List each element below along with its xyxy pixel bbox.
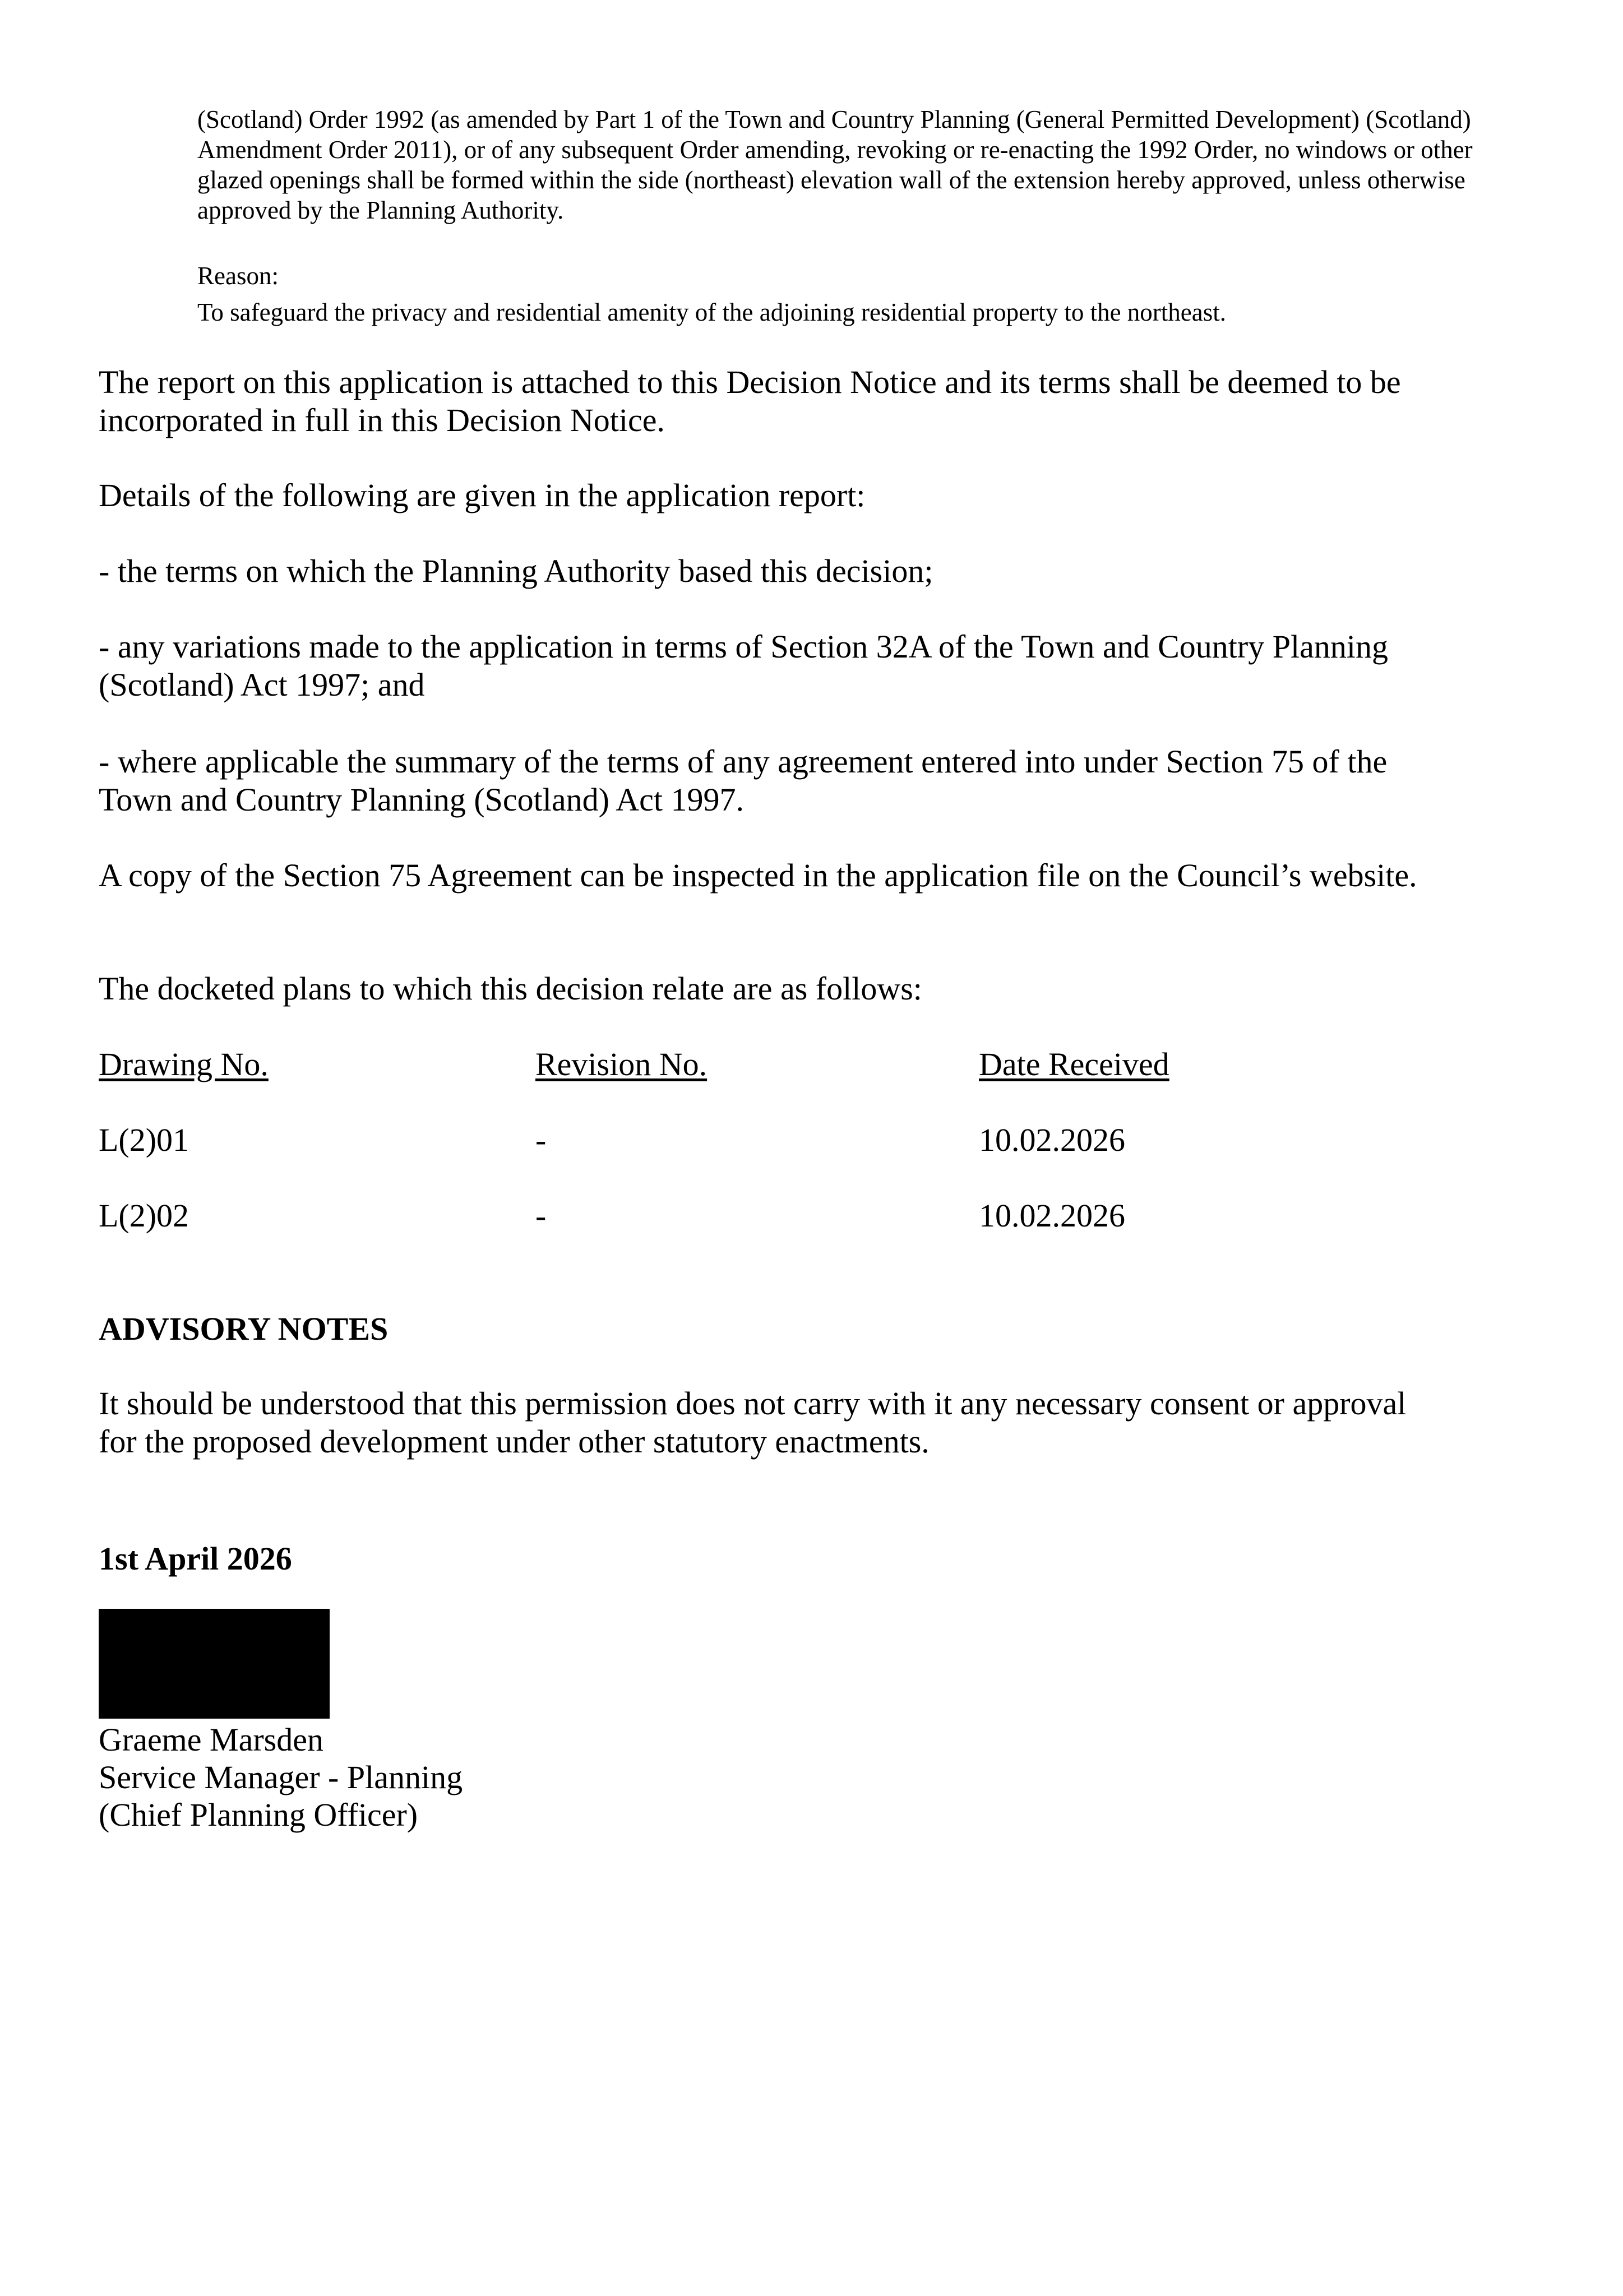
- signatory-title: Service Manager - Planning: [99, 1759, 463, 1795]
- table-cell-revision-no: -: [535, 1197, 547, 1234]
- plans-intro: The docketed plans to which this decision relate are as follows:: [99, 970, 922, 1007]
- table-cell-date-received: 10.02.2026: [979, 1122, 1125, 1158]
- reason-text: To safeguard the privacy and residential amenity of the adjoining residential property to the northeast.: [197, 298, 1227, 326]
- table-cell-date-received: 10.02.2026: [979, 1197, 1125, 1234]
- condition-paragraph: (Scotland) Order 1992 (as amended by Part 1 of the Town and Country Planning (General Permitted Development) (Scotland) Amendment Order 2011), or of any subsequent Order amending, revoking or re-enacting the 1992 Order, no windows or other glazed openings shall be formed within the side (northeast) elevation wall of the extension hereby approved, unless otherwise approved by the Planning Authority.: [197, 105, 1473, 224]
- table-header-drawing-no: Drawing No.: [99, 1046, 269, 1082]
- table-cell-drawing-no: L(2)02: [99, 1197, 189, 1234]
- list-item-terms: - the terms on which the Planning Authority based this decision;: [99, 553, 933, 589]
- details-intro: Details of the following are given in the application report:: [99, 477, 866, 513]
- decision-date: 1st April 2026: [99, 1540, 292, 1577]
- report-attached-paragraph: The report on this application is attached to this Decision Notice and its terms shall be deemed to be incorporated in full in this Decision Notice.: [99, 364, 1401, 438]
- advisory-notes-heading: ADVISORY NOTES: [99, 1311, 389, 1347]
- table-header-date-received: Date Received: [979, 1046, 1169, 1082]
- reason-heading: Reason:: [197, 262, 279, 290]
- list-item-agreement: - where applicable the summary of the terms of any agreement entered into under Section 75 of the Town and Country Planning (Scotland) Act 1997.: [99, 743, 1388, 818]
- redacted-signature-block: [99, 1609, 330, 1719]
- section75-copy-paragraph: A copy of the Section 75 Agreement can be inspected in the application file on the Council’s website.: [99, 857, 1417, 894]
- list-item-variations: - any variations made to the application in terms of Section 32A of the Town and Country Planning (Scotland) Act 1997; and: [99, 628, 1388, 703]
- signatory-role: (Chief Planning Officer): [99, 1797, 418, 1833]
- table-cell-revision-no: -: [535, 1122, 547, 1158]
- table-cell-drawing-no: L(2)01: [99, 1122, 189, 1158]
- table-header-revision-no: Revision No.: [535, 1046, 708, 1082]
- signatory-name: Graeme Marsden: [99, 1721, 323, 1758]
- advisory-notes-text: It should be understood that this permission does not carry with it any necessary consent or approval for the proposed development under other statutory enactments.: [99, 1385, 1407, 1460]
